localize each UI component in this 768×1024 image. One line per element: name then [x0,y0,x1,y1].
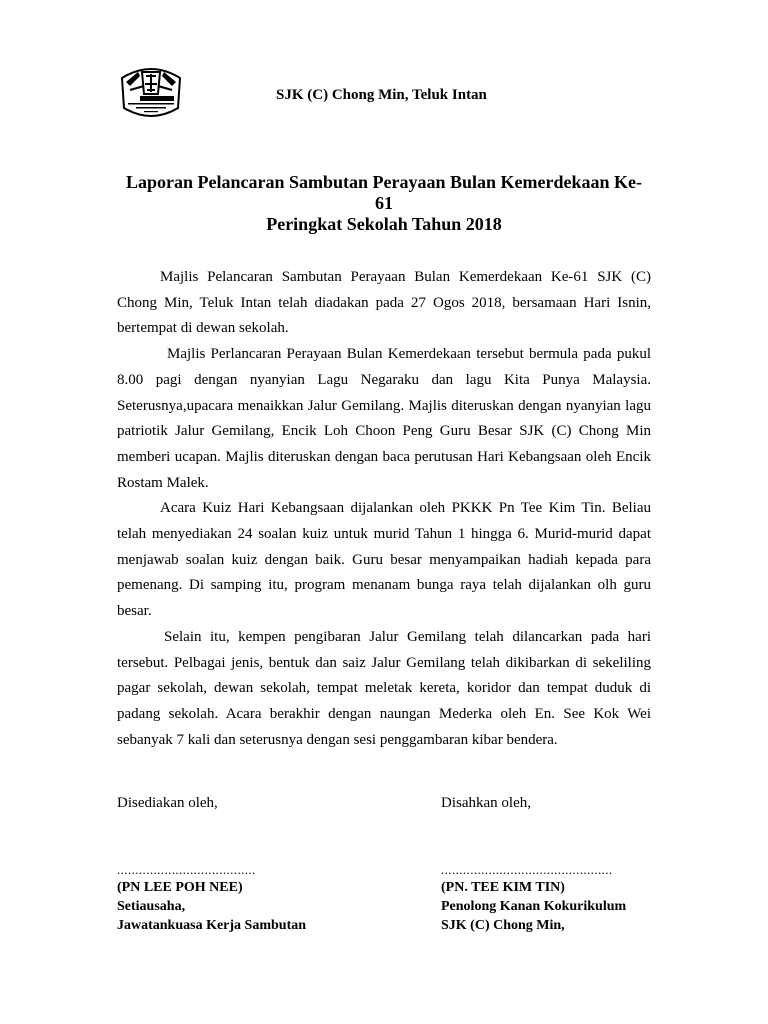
signatory-right [441,878,626,935]
school-logo [116,64,186,122]
title-line-2: 61 [375,193,393,213]
school-name-header: SJK (C) Chong Min, Teluk Intan [276,87,487,103]
paragraph-3: Acara Kuiz Hari Kebangsaan dijalankan oleh PKKK Pn Tee Kim Tin. Beliau telah menyediakan 24 soalan kuiz untuk murid Tahun 1 hingga 6. Murid-murid dapat menjawab soalan kuiz dengan baik. Guru besar menyampaikan hadiah kepada para pemenang. Di samping itu, program menanam bunga raya telah dijalankan olh guru besar. [117,500,651,620]
approved-by-label: Disahkan oleh, [441,795,531,811]
title-line-1: Laporan Pelancaran Sambutan Perayaan Bulan Kemerdekaan Ke- [125,172,642,192]
report-body [117,265,651,753]
paragraph-1: Majlis Pelancaran Sambutan Perayaan Bulan Kemerdekaan Ke-61 SJK (C) Chong Min, Teluk Intan telah diadakan pada 27 Ogos 2018, bersamaan Hari Isnin, bertempat di dewan sekolah. [117,269,651,337]
signatory-left-committee: Jawatankuasa Kerja Sambutan [117,918,307,933]
signatory-right-role: Penolong Kanan Kokurikulum [441,899,627,914]
prepared-by-label: Disediakan oleh, [117,795,218,811]
report-title [100,172,668,235]
paragraph-4: Selain itu, kempen pengibaran Jalur Gemilang telah dilancarkan pada hari tersebut. Pelbagai jenis, bentuk dan saiz Jalur Gemilang telah dikibarkan di sekeliling pagar sekolah, dewan sekolah, tempat meletak kereta, koridor dan tempat duduk di padang sekolah. Acara berakhir dengan naungan Mederka oleh En. See Kok Wei sebanyak 7 kali dan seterusnya dengan sesi penggambaran kibar bendera. [117,628,651,748]
signatory-left-role: Setiausaha, [117,899,186,914]
paragraph-2: Majlis Perlancaran Perayaan Bulan Kemerdekaan tersebut bermula pada pukul 8.00 pagi dengan nyanyian Lagu Negaraku dan lagu Kita Punya Malaysia. Seterusnya,upacara menaikkan Jalur Gemilang. Majlis diteruskan dengan nyanyian lagu patriotik Jalur Gemilang, Encik Loh Choon Peng Guru Besar SJK (C) Chong Min memberi ucapan. Majlis diteruskan dengan baca perutusan Hari Kebangsaan oleh Encik Rostam Malek. [117,346,651,491]
signatory-right-name: (PN. TEE KIM TIN) [441,880,565,895]
signatory-right-school: SJK (C) Chong Min, [441,918,565,933]
signature-line-right: ............................................... [441,862,613,877]
title-line-3: Peringkat Sekolah Tahun 2018 [266,214,502,234]
signatory-left-name: (PN LEE POH NEE) [117,880,243,895]
signature-line-left: ...................................... [117,862,256,877]
signatory-left [117,878,306,935]
